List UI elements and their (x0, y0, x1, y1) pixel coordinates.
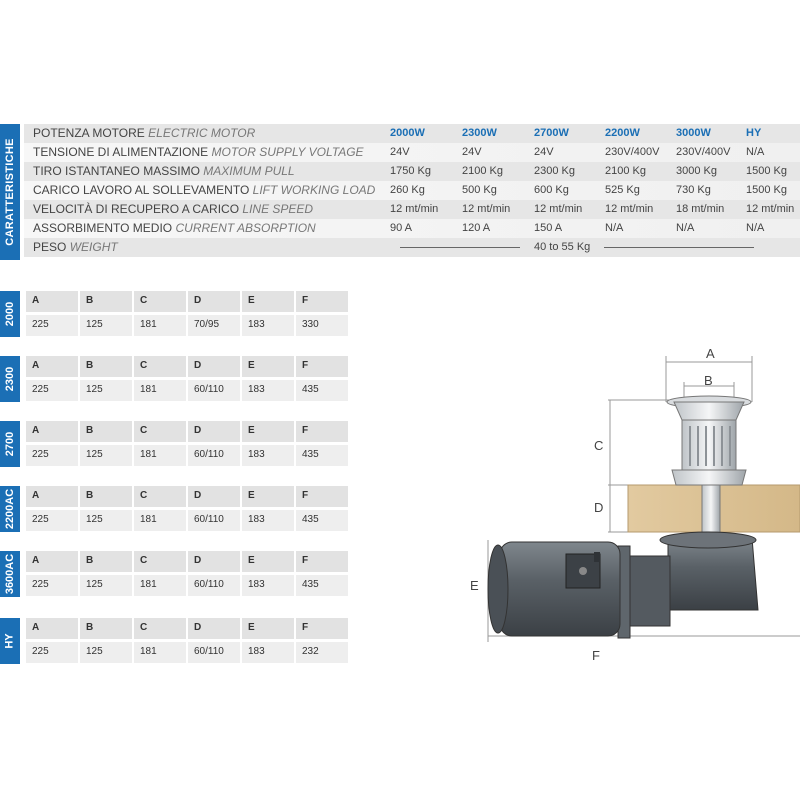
dimension-value (296, 642, 350, 663)
dimension-value (80, 380, 134, 401)
dimension-header-text: C (140, 425, 148, 436)
dim-label-a: A (706, 346, 715, 361)
dimension-value-text: 181 (140, 319, 157, 330)
dimension-header-text: E (248, 360, 255, 371)
dimension-value (296, 445, 350, 466)
spec-value: 150 A (534, 222, 563, 234)
spec-value: 525 Kg (605, 184, 640, 196)
dimension-value-text: 181 (140, 449, 157, 460)
dimension-value (188, 380, 242, 401)
dimension-header-text: D (194, 425, 202, 436)
dimension-header (26, 356, 80, 377)
dimension-header (242, 421, 296, 442)
dimension-header-text: D (194, 622, 202, 633)
dimension-value-text: 181 (140, 646, 157, 657)
dimension-header-text: D (194, 555, 202, 566)
dimension-value-text: 435 (302, 579, 319, 590)
spec-value: 3000W (676, 127, 711, 139)
dimension-value (296, 510, 350, 531)
dimension-header (26, 421, 80, 442)
dimension-value-text: 125 (86, 579, 103, 590)
windlass-illustration (440, 330, 800, 670)
spec-label-it: POTENZA MOTORE (33, 126, 145, 140)
model-label: 2300 (4, 366, 17, 392)
dimension-header (26, 551, 80, 572)
spec-row-weight (24, 238, 800, 257)
model-tab (0, 551, 20, 597)
dimension-value-text: 60/110 (194, 579, 224, 590)
spec-value: 2300 Kg (534, 165, 575, 177)
spec-value: 2100 Kg (462, 165, 503, 177)
spec-value: 2100 Kg (605, 165, 646, 177)
spec-value: 12 mt/min (462, 203, 511, 215)
spec-value: 12 mt/min (534, 203, 583, 215)
spec-value: 24V (462, 146, 482, 158)
spec-value: 260 Kg (390, 184, 425, 196)
dimension-header (26, 486, 80, 507)
dimension-header-text: A (32, 295, 40, 306)
dimension-header (296, 421, 350, 442)
dimension-table (0, 551, 336, 597)
dimension-value (26, 380, 80, 401)
spec-row-label (33, 240, 118, 254)
dimension-header (242, 291, 296, 312)
spec-value: 12 mt/min (390, 203, 439, 215)
dimension-value-text: 60/110 (194, 514, 224, 525)
dimension-header-text: E (248, 425, 255, 436)
windlass-drawing (440, 330, 800, 670)
dimension-table (0, 421, 336, 467)
spec-value: N/A (746, 146, 765, 158)
dimension-value-text: 60/110 (194, 449, 224, 460)
dimension-header (242, 551, 296, 572)
dimension-value (134, 445, 188, 466)
dimension-header-text: B (86, 295, 94, 306)
spec-value: 1500 Kg (746, 184, 787, 196)
dimension-header (134, 551, 188, 572)
dimension-header-text: C (140, 360, 148, 371)
dimension-header (296, 486, 350, 507)
dimension-header (242, 486, 296, 507)
model-label: HY (4, 633, 16, 649)
dimension-value (134, 380, 188, 401)
dimension-header (80, 486, 134, 507)
spec-label-en: MOTOR SUPPLY VOLTAGE (211, 145, 364, 159)
dimension-value-text: 125 (86, 319, 103, 330)
dimension-value (80, 575, 134, 596)
dimension-value-text: 183 (248, 449, 265, 460)
spec-value: 18 mt/min (676, 203, 725, 215)
dimension-header-text: F (302, 425, 309, 436)
dimension-value-text: 225 (32, 384, 49, 395)
spec-value: 230V/400V (605, 146, 660, 158)
dimension-value-text: 125 (86, 646, 103, 657)
dimension-value-text: 60/110 (194, 646, 224, 657)
spec-row-label (33, 145, 364, 159)
dim-label-d: D (594, 500, 604, 515)
spec-value: 230V/400V (676, 146, 731, 158)
spec-label-en: ELECTRIC MOTOR (148, 126, 256, 140)
spec-label-it: VELOCITÀ DI RECUPERO A CARICO (33, 202, 240, 216)
dimension-value (80, 642, 134, 663)
dimension-value-text: 225 (32, 646, 49, 657)
dimension-value-text: 125 (86, 514, 103, 525)
dimension-header-text: F (302, 295, 309, 306)
spec-row-label (33, 183, 375, 197)
spec-value: 730 Kg (676, 184, 711, 196)
spec-label-en: MAXIMUM PULL (203, 164, 295, 178)
spec-value: HY (746, 127, 762, 139)
spec-row (24, 181, 800, 200)
dimension-header-text: E (248, 490, 255, 501)
dimension-header-text: E (248, 295, 255, 306)
dimension-header (134, 291, 188, 312)
spec-label-it: CARICO LAVORO AL SOLLEVAMENTO (33, 183, 250, 197)
spec-value: 2000W (390, 127, 425, 139)
dim-label-c: C (594, 438, 604, 453)
spec-row (24, 200, 800, 219)
dimension-header-text: A (32, 555, 40, 566)
spec-value: 2200W (605, 127, 640, 139)
dimension-value (242, 642, 296, 663)
weight-value: 40 to 55 Kg (534, 241, 591, 253)
dimension-table (0, 356, 336, 402)
dim-label-b: B (704, 373, 713, 388)
dimension-header-text: A (32, 490, 40, 501)
dimension-header-text: C (140, 295, 148, 306)
dimension-value (188, 575, 242, 596)
spec-row (24, 124, 800, 143)
dimension-value (134, 575, 188, 596)
spec-value: 24V (390, 146, 410, 158)
dimension-header (242, 356, 296, 377)
dimension-header-text: A (32, 360, 40, 371)
dimension-header-text: D (194, 490, 202, 501)
dimension-header-text: F (302, 360, 309, 371)
dimension-value (26, 315, 80, 336)
dimension-header (188, 618, 242, 639)
dimension-value (188, 315, 242, 336)
spec-value: N/A (746, 222, 765, 234)
model-label: 2200AC (4, 488, 17, 530)
dimension-value (242, 445, 296, 466)
dimension-value-text: 225 (32, 514, 49, 525)
spec-label-en: CURRENT ABSORPTION (175, 221, 316, 235)
spec-label-it: ASSORBIMENTO MEDIO (33, 221, 173, 235)
dimension-header (296, 551, 350, 572)
dimension-header-text: B (86, 555, 94, 566)
dimension-header (80, 421, 134, 442)
dimension-value (26, 510, 80, 531)
dimension-header (80, 618, 134, 639)
spec-row-label (33, 202, 313, 216)
dimension-header (134, 421, 188, 442)
spec-value: 12 mt/min (605, 203, 654, 215)
spec-label-en: LIFT WORKING LOAD (252, 183, 376, 197)
dimension-value-text: 125 (86, 449, 103, 460)
dimension-value-text: 183 (248, 319, 265, 330)
spec-row (24, 162, 800, 181)
dimension-value-text: 435 (302, 449, 319, 460)
dimension-header-text: C (140, 490, 148, 501)
spec-value: 1750 Kg (390, 165, 431, 177)
dimension-header-text: F (302, 555, 309, 566)
dimension-header (242, 618, 296, 639)
model-tab (0, 356, 20, 402)
spec-row-label (33, 221, 316, 235)
dimension-value (26, 642, 80, 663)
dimension-value-text: 60/110 (194, 384, 224, 395)
dimension-value (296, 575, 350, 596)
dimension-value (242, 510, 296, 531)
dimension-header-text: E (248, 622, 255, 633)
spec-row-label (33, 126, 255, 140)
spec-label-it: TENSIONE DI ALIMENTAZIONE (33, 145, 209, 159)
dimension-header-text: B (86, 425, 94, 436)
dimension-value-text: 183 (248, 514, 265, 525)
dimension-value-text: 181 (140, 384, 157, 395)
spec-value: 500 Kg (462, 184, 497, 196)
spec-value: 24V (534, 146, 554, 158)
dimension-table (0, 486, 336, 532)
model-tab (0, 618, 20, 664)
dimension-header-text: F (302, 490, 309, 501)
dimension-value-text: 70/95 (194, 319, 220, 330)
dim-label-f: F (592, 648, 600, 663)
dimension-value-text: 225 (32, 449, 49, 460)
dimension-header (26, 618, 80, 639)
spec-value: 1500 Kg (746, 165, 787, 177)
specifications-tab-label: CARATTERISTICHE (4, 138, 17, 246)
spec-label-en: LINE SPEED (242, 202, 314, 216)
dimension-header-text: F (302, 622, 309, 633)
dimension-value-text: 330 (302, 319, 319, 330)
dimension-value-text: 181 (140, 579, 157, 590)
spec-row-label (33, 164, 295, 178)
spec-value: 12 mt/min (746, 203, 795, 215)
dimension-header-text: C (140, 555, 148, 566)
model-tab (0, 486, 20, 532)
dimension-value (80, 315, 134, 336)
model-label: 3600AC (4, 553, 17, 595)
spec-label-it: PESO (33, 240, 67, 254)
spec-row (24, 219, 800, 238)
dimension-header (188, 551, 242, 572)
dimension-value (80, 510, 134, 531)
dimension-value (134, 642, 188, 663)
spec-value: N/A (676, 222, 695, 234)
dimension-value (134, 315, 188, 336)
dimension-value-text: 435 (302, 384, 319, 395)
dimension-header (296, 356, 350, 377)
dimension-value-text: 435 (302, 514, 319, 525)
specifications-tab (0, 124, 20, 260)
model-tab (0, 421, 20, 467)
spec-value: 2300W (462, 127, 497, 139)
model-tab (0, 291, 20, 337)
specifications-table (0, 124, 800, 260)
dimension-value-text: 225 (32, 319, 49, 330)
dimension-value (242, 315, 296, 336)
dimension-header (134, 356, 188, 377)
dimension-header (134, 618, 188, 639)
dimension-value (242, 575, 296, 596)
model-label: 2000 (4, 301, 17, 327)
dimension-value (188, 510, 242, 531)
dimension-value-text: 181 (140, 514, 157, 525)
dimension-table (0, 291, 336, 337)
dimension-header (80, 291, 134, 312)
dimension-header (80, 356, 134, 377)
weight-arrow-right (604, 247, 754, 248)
spec-label-it: TIRO ISTANTANEO MASSIMO (33, 164, 200, 178)
dimension-table (0, 618, 336, 664)
dimension-header (188, 486, 242, 507)
spec-value: 600 Kg (534, 184, 569, 196)
dimension-value-text: 125 (86, 384, 103, 395)
dimension-value (26, 445, 80, 466)
dimension-header (134, 486, 188, 507)
spec-value: 90 A (390, 222, 413, 234)
dimension-value (296, 380, 350, 401)
dimension-header-text: D (194, 360, 202, 371)
dimension-value (80, 445, 134, 466)
dimension-header-text: B (86, 360, 94, 371)
dimension-value (26, 575, 80, 596)
dimension-header-text: E (248, 555, 255, 566)
dimension-header-text: B (86, 490, 94, 501)
dimension-header (188, 356, 242, 377)
dimension-header (296, 618, 350, 639)
dimension-header (80, 551, 134, 572)
dimension-header-text: D (194, 295, 202, 306)
dim-label-e: E (470, 578, 479, 593)
spec-value: 3000 Kg (676, 165, 717, 177)
spec-value: N/A (605, 222, 624, 234)
dimension-header (188, 421, 242, 442)
dimension-header (188, 291, 242, 312)
spec-row (24, 143, 800, 162)
dimension-header-text: A (32, 425, 40, 436)
dimension-value (134, 510, 188, 531)
model-label: 2700 (4, 431, 17, 457)
dimension-value (242, 380, 296, 401)
dimension-value-text: 183 (248, 384, 265, 395)
spec-value: 2700W (534, 127, 569, 139)
dimension-value-text: 225 (32, 579, 49, 590)
dimension-value-text: 232 (302, 646, 319, 657)
dimension-header-text: C (140, 622, 148, 633)
dimension-header-text: B (86, 622, 94, 633)
spec-label-en: WEIGHT (69, 240, 118, 254)
dimension-value-text: 183 (248, 646, 265, 657)
dimension-header-text: A (32, 622, 40, 633)
dimension-header (26, 291, 80, 312)
spec-value: 120 A (462, 222, 491, 234)
dimension-value (296, 315, 350, 336)
dimension-header (296, 291, 350, 312)
dimension-value-text: 183 (248, 579, 265, 590)
dimension-value (188, 445, 242, 466)
weight-arrow-left (400, 247, 520, 248)
dimension-value (188, 642, 242, 663)
